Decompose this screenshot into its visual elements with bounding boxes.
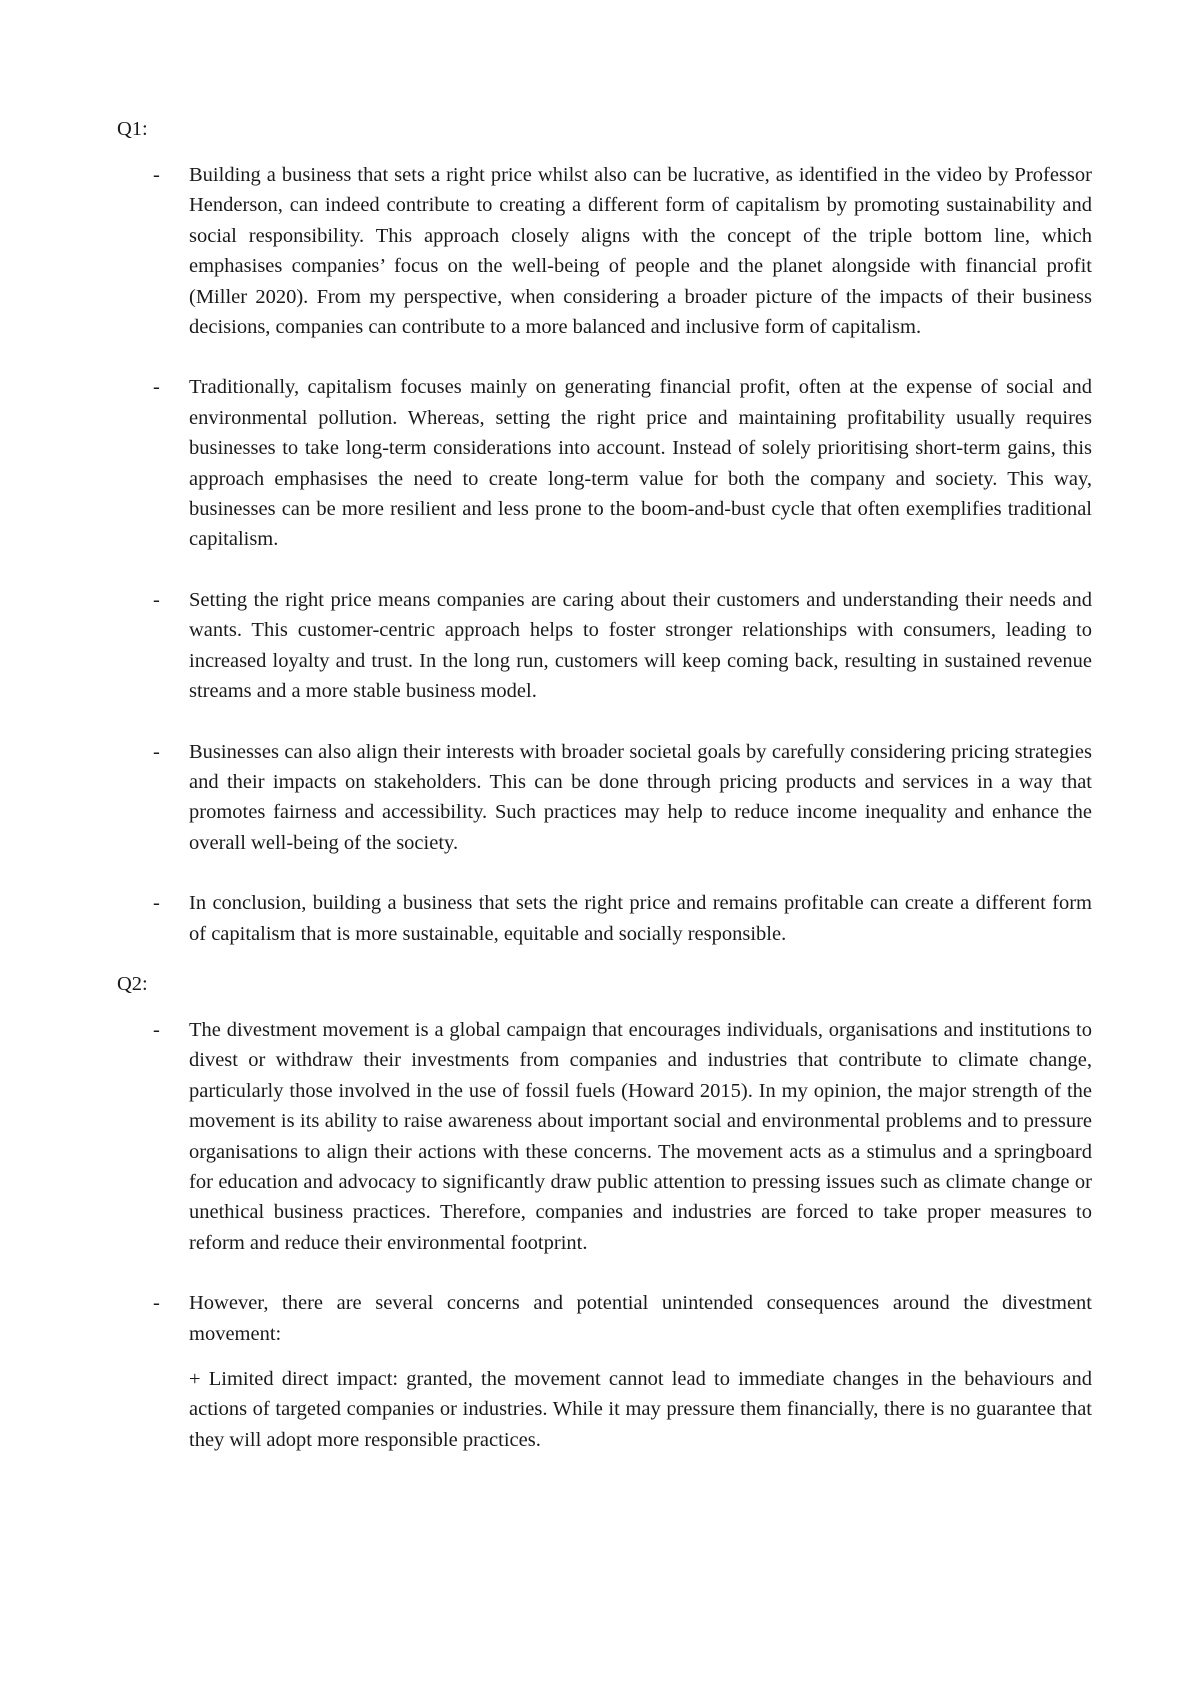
bullet-dash: - [153, 892, 160, 915]
q1-bullet-2 [117, 372, 1092, 554]
q1-bullet-3 [117, 585, 1092, 707]
q2-bullet-2 [117, 1288, 1092, 1455]
q2-sub-point-limited-impact: + Limited direct impact: granted, the movement cannot lead to immediate changes in the behaviours and actions of targeted companies or industries. While it may pressure them financially, there is no guarantee that they will adopt more responsible practices. [189, 1368, 1092, 1451]
q2-bullet-1-text: The divestment movement is a global campaign that encourages individuals, organisations and institutions to divest or withdraw their investments from companies and industries that contribute to climate change, particularly those involved in the use of fossil fuels (Howard 2015). In my opinion, the major strength of the movement is its ability to raise awareness about important social and environmental problems and to pressure organisations to align their actions with these concerns. The movement acts as a stimulus and a springboard for education and advocacy to significantly draw public attention to pressing issues such as climate change or unethical business practices. Therefore, companies and industries are forced to take proper measures to reform and reduce their environmental footprint. [189, 1018, 1092, 1254]
bullet-dash: - [153, 1292, 160, 1315]
q2-bullet-1 [117, 1015, 1092, 1258]
q1-bullet-3-text: Setting the right price means companies are caring about their customers and understanding their needs and wants. This customer-centric approach helps to foster stronger relationships with consumers, leading to increased loyalty and trust. In the long run, customers will keep coming back, resulting in sustained revenue streams and a more stable business model. [189, 588, 1092, 703]
bullet-dash: - [153, 588, 160, 611]
bullet-dash: - [153, 1018, 160, 1041]
document-content [117, 114, 1092, 1485]
q2-heading: Q2: [117, 972, 148, 995]
bullet-dash: - [153, 376, 160, 399]
q1-bullet-2-text: Traditionally, capitalism focuses mainly on generating financial profit, often at the expense of social and environmental pollution. Whereas, setting the right price and maintaining profitability usually requires businesses to take long-term considerations into account. Instead of solely prioritising short-term gains, this approach emphasises the need to create long-term value for both the company and society. This way, businesses can be more resilient and less prone to the boom-and-bust cycle that often exemplifies traditional capitalism. [189, 376, 1092, 551]
bullet-dash: - [153, 164, 160, 186]
q1-bullet-1-text: Building a business that sets a right price whilst also can be lucrative, as identified in the video by Professor Henderson, can indeed contribute to creating a different form of capitalism by promoting sustainability and social responsibility. This approach closely aligns with the concept of the triple bottom line, which emphasises companies’ focus on the well-being of people and the planet alongside with financial profit (Miller 2020). From my perspective, when considering a broader picture of the impacts of their business decisions, companies can contribute to a more balanced and inclusive form of capitalism. [189, 164, 1092, 339]
q1-bullet-1 [117, 160, 1092, 342]
q1-bullet-4-text: Businesses can also align their interests with broader societal goals by carefully considering pricing strategies and their impacts on stakeholders. This can be done through pricing products and services in a way that promotes fairness and accessibility. Such practices may help to reduce income inequality and enhance the overall well-being of the society. [189, 740, 1092, 854]
q1-heading: Q1: [117, 118, 148, 140]
q1-bullet-5 [117, 888, 1092, 949]
q2-bullet-list [117, 1015, 1092, 1455]
q2-bullet-2-text: However, there are several concerns and potential unintended consequences around the divestment movement: [189, 1292, 1092, 1345]
bullet-dash: - [153, 740, 160, 763]
q1-bullet-5-text: In conclusion, building a business that sets the right price and remains profitable can create a different form of capitalism that is more sustainable, equitable and socially responsible. [189, 892, 1092, 945]
q1-bullet-list [117, 160, 1092, 949]
q1-bullet-4 [117, 737, 1092, 859]
